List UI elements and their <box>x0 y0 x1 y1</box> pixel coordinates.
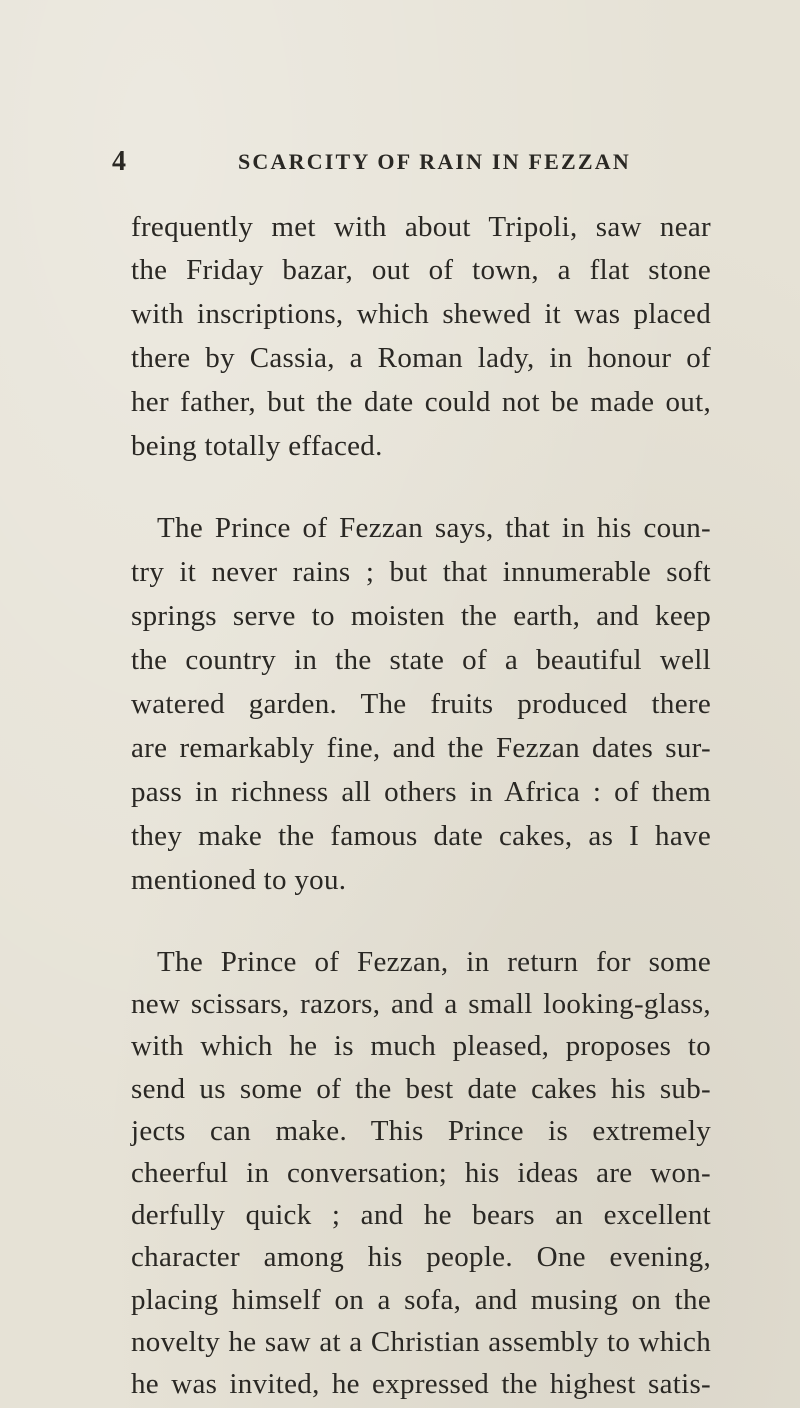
text-line: with inscriptions, which shewed it was placed <box>131 298 711 330</box>
text-line: her father, but the date could not be made out, <box>131 386 711 418</box>
text-line: frequently met with about Tripoli, saw near <box>131 211 711 243</box>
text-line: cheerful in conversation; his ideas are won- <box>131 1157 711 1189</box>
text-line: derfully quick ; and he bears an excellent <box>131 1199 711 1231</box>
running-head: SCARCITY OF RAIN IN FEZZAN <box>238 149 631 174</box>
text-line: the country in the state of a beautiful well <box>131 644 711 676</box>
text-line: springs serve to moisten the earth, and keep <box>131 600 711 632</box>
text-line: watered garden. The fruits produced there <box>131 688 711 720</box>
text-line: The Prince of Fezzan, in return for some <box>157 946 711 978</box>
text-line: try it never rains ; but that innumerable soft <box>131 556 711 588</box>
text-line: character among his people. One evening, <box>131 1241 711 1273</box>
text-line: being totally effaced. <box>131 430 383 462</box>
text-line: pass in richness all others in Africa : of them <box>131 776 711 808</box>
text-line: he was invited, he expressed the highest satis- <box>131 1368 711 1400</box>
page-number: 4 <box>112 146 126 177</box>
text-line: are remarkably fine, and the Fezzan dates sur- <box>131 732 711 764</box>
text-line: the Friday bazar, out of town, a flat stone <box>131 254 711 286</box>
text-line: new scissars, razors, and a small looking-glass, <box>131 988 711 1020</box>
text-line: they make the famous date cakes, as I have <box>131 820 711 852</box>
text-line: placing himself on a sofa, and musing on the <box>131 1284 711 1316</box>
text-line: there by Cassia, a Roman lady, in honour of <box>131 342 711 374</box>
text-line: send us some of the best date cakes his sub- <box>131 1073 711 1105</box>
text-line: jects can make. This Prince is extremely <box>131 1115 711 1147</box>
text-line: The Prince of Fezzan says, that in his coun- <box>157 512 711 544</box>
text-line: novelty he saw at a Christian assembly to which <box>131 1326 711 1358</box>
text-line: mentioned to you. <box>131 864 347 896</box>
page-header <box>112 142 712 182</box>
text-line: with which he is much pleased, proposes to <box>131 1030 711 1062</box>
